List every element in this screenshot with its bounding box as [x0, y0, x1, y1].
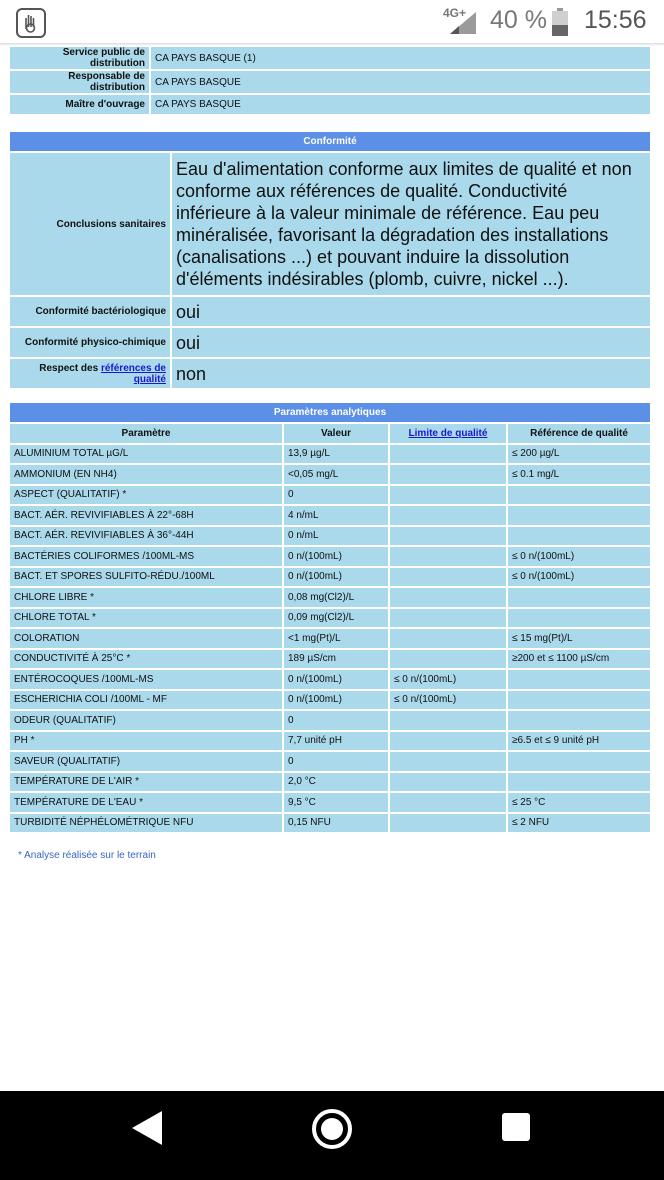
param-cell: TEMPÉRATURE DE L'EAU * [10, 793, 282, 812]
reference-cell [508, 711, 650, 730]
limite-cell [390, 752, 506, 771]
navigation-bar [0, 1091, 664, 1180]
back-icon[interactable] [132, 1111, 162, 1145]
valeur-cell: 0 n/(100mL) [284, 568, 388, 587]
param-cell: ASPECT (QUALITATIF) * [10, 486, 282, 505]
parametres-table [8, 401, 652, 834]
respect-prefix: Respect des [39, 362, 101, 374]
reference-cell: ≤ 0 n/(100mL) [508, 568, 650, 587]
limite-cell [390, 773, 506, 792]
info-value: CA PAYS BASQUE [151, 95, 650, 114]
respect-label [10, 359, 170, 388]
table-row [10, 588, 650, 607]
parametres-body [10, 445, 650, 833]
limite-cell [390, 568, 506, 587]
limite-cell: ≤ 0 n/(100mL) [390, 670, 506, 689]
table-row [10, 465, 650, 484]
physico-value: oui [172, 328, 650, 357]
bacterio-row [10, 297, 650, 326]
respect-value: non [172, 359, 650, 388]
param-cell: COLORATION [10, 629, 282, 648]
reference-cell [508, 670, 650, 689]
reference-cell: ≥200 et ≤ 1100 µS/cm [508, 650, 650, 669]
param-cell: ODEUR (QUALITATIF) [10, 711, 282, 730]
param-cell: BACT. AÉR. REVIVIFIABLES À 22°-68H [10, 506, 282, 525]
conclusions-label: Conclusions sanitaires [10, 153, 170, 295]
table-row [10, 650, 650, 669]
param-cell: BACT. AÉR. REVIVIFIABLES À 36°-44H [10, 527, 282, 546]
param-cell: TURBIDITÉ NÉPHÉLOMÉTRIQUE NFU [10, 814, 282, 833]
reference-cell [508, 752, 650, 771]
param-cell: BACTÉRIES COLIFORMES /100ML-MS [10, 547, 282, 566]
limite-cell [390, 486, 506, 505]
table-row [10, 527, 650, 546]
clock: 15:56 [584, 6, 647, 34]
param-cell: BACT. ET SPORES SULFITO-RÉDU./100ML [10, 568, 282, 587]
valeur-cell: 0,15 NFU [284, 814, 388, 833]
info-value: CA PAYS BASQUE [151, 71, 650, 93]
references-qualite-link[interactable]: références de qualité [100, 362, 166, 385]
network-type: 4G+ [443, 6, 467, 20]
param-cell: AMMONIUM (EN NH4) [10, 465, 282, 484]
info-label: Responsable de distribution [10, 71, 149, 93]
reference-cell [508, 773, 650, 792]
table-row [10, 711, 650, 730]
valeur-cell: 2,0 °C [284, 773, 388, 792]
limite-cell [390, 445, 506, 464]
signal-icon [450, 12, 476, 34]
table-row [10, 773, 650, 792]
param-cell: PH * [10, 732, 282, 751]
info-row-maitre-ouvrage [10, 95, 650, 114]
table-row [10, 732, 650, 751]
distribution-info-table [8, 45, 652, 116]
header-limite [390, 424, 506, 443]
valeur-cell: 4 n/mL [284, 506, 388, 525]
hand-touch-app-icon [16, 8, 46, 38]
bacterio-label: Conformité bactériologique [10, 297, 170, 326]
table-row [10, 506, 650, 525]
valeur-cell: <1 mg(Pt)/L [284, 629, 388, 648]
valeur-cell: 0 n/(100mL) [284, 670, 388, 689]
valeur-cell: 189 µS/cm [284, 650, 388, 669]
physico-label: Conformité physico-chimique [10, 328, 170, 357]
header-valeur: Valeur [284, 424, 388, 443]
battery-percent: 40 % [490, 6, 547, 34]
conformite-table [8, 130, 652, 390]
table-row [10, 670, 650, 689]
reference-cell: ≥6.5 et ≤ 9 unité pH [508, 732, 650, 751]
footnote: * Analyse réalisée sur le terrain [18, 850, 156, 861]
table-row [10, 609, 650, 628]
info-label: Maître d'ouvrage [10, 95, 149, 114]
param-cell: CHLORE LIBRE * [10, 588, 282, 607]
reference-cell [508, 527, 650, 546]
table-row [10, 547, 650, 566]
limite-cell [390, 793, 506, 812]
header-parametre: Paramètre [10, 424, 282, 443]
limite-cell [390, 711, 506, 730]
limite-cell [390, 506, 506, 525]
reference-cell: ≤ 2 NFU [508, 814, 650, 833]
param-cell: SAVEUR (QUALITATIF) [10, 752, 282, 771]
valeur-cell: 9,5 °C [284, 793, 388, 812]
valeur-cell: 0 n/mL [284, 527, 388, 546]
reference-cell [508, 609, 650, 628]
valeur-cell: 0 [284, 711, 388, 730]
reference-cell [508, 506, 650, 525]
limite-cell [390, 732, 506, 751]
limite-cell [390, 609, 506, 628]
limite-cell [390, 629, 506, 648]
info-row-service [10, 47, 650, 69]
limite-cell [390, 465, 506, 484]
conclusions-text: Eau d'alimentation conforme aux limites de qualité et non conforme aux références de qualité. Conductivité inférieure à la valeur minimale de référence. Eau peu minéralisée, favorisant la dégradation des installations (canalisations ...) et pouvant induire la dissolution d'éléments indésirables (plomb, cuivre, nickel ...). [172, 153, 650, 295]
info-value: CA PAYS BASQUE (1) [151, 47, 650, 69]
reference-cell [508, 588, 650, 607]
reference-cell [508, 691, 650, 710]
param-cell: TEMPÉRATURE DE L'AIR * [10, 773, 282, 792]
parametres-title: Paramètres analytiques [10, 403, 650, 422]
reference-cell: ≤ 0.1 mg/L [508, 465, 650, 484]
valeur-cell: 13,9 µg/L [284, 445, 388, 464]
param-cell: ALUMINIUM TOTAL µG/L [10, 445, 282, 464]
table-row [10, 793, 650, 812]
table-row [10, 486, 650, 505]
param-cell: CONDUCTIVITÉ À 25°C * [10, 650, 282, 669]
param-cell: ENTÉROCOQUES /100ML-MS [10, 670, 282, 689]
valeur-cell: 0,08 mg(Cl2)/L [284, 588, 388, 607]
limite-cell [390, 547, 506, 566]
limite-cell: ≤ 0 n/(100mL) [390, 691, 506, 710]
valeur-cell: 0 [284, 752, 388, 771]
param-cell: CHLORE TOTAL * [10, 609, 282, 628]
table-row [10, 691, 650, 710]
conformite-title: Conformité [10, 132, 650, 151]
limite-cell [390, 527, 506, 546]
conclusions-row [10, 153, 650, 295]
table-row [10, 629, 650, 648]
status-bar [0, 0, 664, 44]
info-row-responsable [10, 71, 650, 93]
valeur-cell: 0,09 mg(Cl2)/L [284, 609, 388, 628]
param-cell: ESCHERICHIA COLI /100ML - MF [10, 691, 282, 710]
valeur-cell: 7,7 unité pH [284, 732, 388, 751]
physico-row [10, 328, 650, 357]
reference-cell: ≤ 0 n/(100mL) [508, 547, 650, 566]
reference-cell: ≤ 200 µg/L [508, 445, 650, 464]
bacterio-value: oui [172, 297, 650, 326]
valeur-cell: 0 n/(100mL) [284, 547, 388, 566]
home-icon[interactable] [312, 1109, 352, 1149]
limite-qualite-link[interactable]: Limite de qualité [408, 427, 488, 439]
reference-cell [508, 486, 650, 505]
valeur-cell: 0 n/(100mL) [284, 691, 388, 710]
table-row [10, 568, 650, 587]
table-row [10, 445, 650, 464]
limite-cell [390, 814, 506, 833]
battery-icon [552, 8, 568, 36]
respect-row [10, 359, 650, 388]
info-label: Service public de distribution [10, 47, 149, 69]
header-reference: Référence de qualité [508, 424, 650, 443]
reference-cell: ≤ 15 mg(Pt)/L [508, 629, 650, 648]
valeur-cell: 0 [284, 486, 388, 505]
limite-cell [390, 650, 506, 669]
table-row [10, 814, 650, 833]
limite-cell [390, 588, 506, 607]
recents-icon[interactable] [502, 1113, 530, 1141]
table-row [10, 752, 650, 771]
parametres-header-row [10, 424, 650, 443]
valeur-cell: <0,05 mg/L [284, 465, 388, 484]
reference-cell: ≤ 25 °C [508, 793, 650, 812]
